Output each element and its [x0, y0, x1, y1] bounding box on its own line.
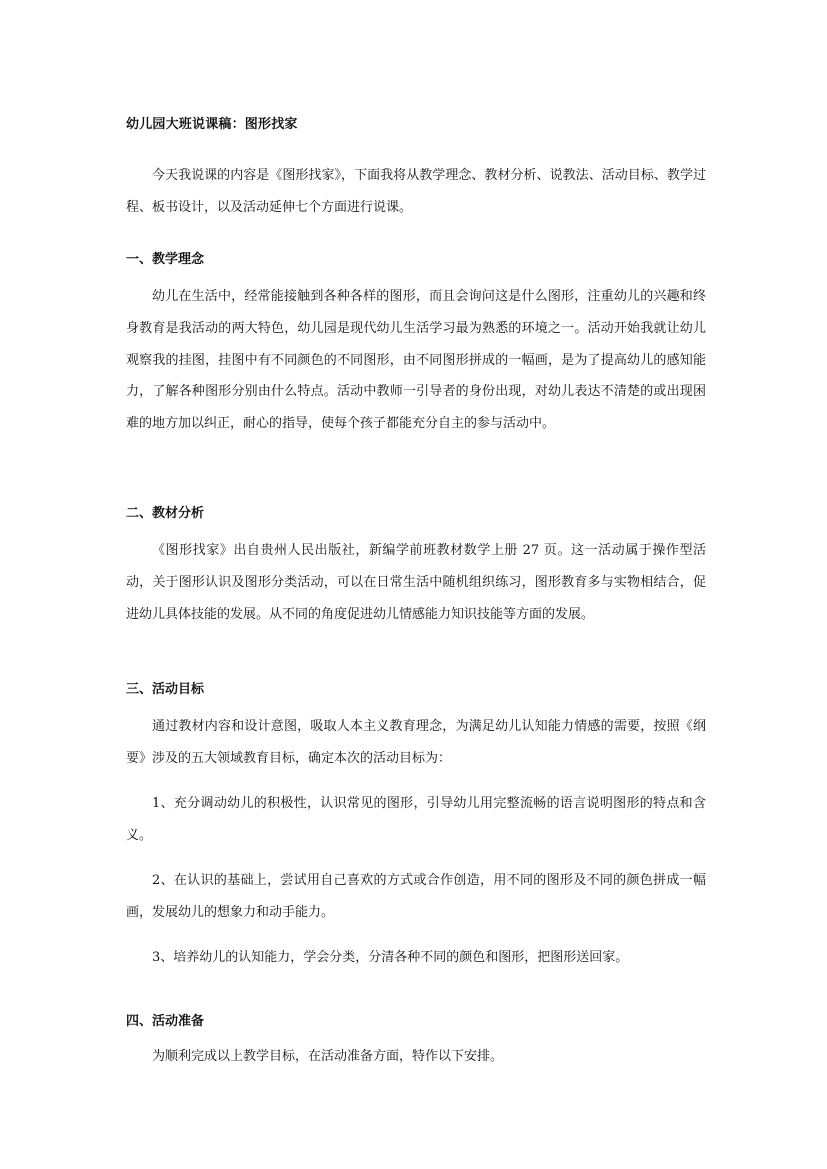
document-title: 幼儿园大班说课稿：图形找家 — [126, 117, 298, 132]
section-2-paragraph: 《图形找家》出自贵州人民出版社，新编学前班教材数学上册 27 页。这一活动属于操作型活动，关于图形认识及图形分类活动，可以在日常生活中随机组织练习，图形教育多与实物相结合，促进幼儿具体技能的发展。从不同的角度促进幼儿情感能力知识技能等方面的发展。 — [126, 543, 706, 622]
section-3-goal-1: 1、充分调动幼儿的积极性，认识常见的图形，引导幼儿用完整流畅的语言说明图形的特点和含义。 — [126, 796, 706, 843]
section-3-paragraph-intro: 通过教材内容和设计意图，吸取人本主义教育理念，为满足幼儿认知能力情感的需要，按照《纲要》涉及的五大领域教育目标，确定本次的活动目标为： — [126, 719, 706, 766]
section-heading-4: 四、活动准备 — [126, 1014, 205, 1029]
section-4-paragraph: 为顺利完成以上教学目标，在活动准备方面，特作以下安排。 — [152, 1049, 504, 1064]
section-heading-1: 一、教学理念 — [126, 252, 205, 267]
section-3-goal-2: 2、在认识的基础上，尝试用自己喜欢的方式或合作创造，用不同的图形及不同的颜色拼成一幅画，发展幼儿的想象力和动手能力。 — [126, 873, 706, 920]
section-1-paragraph: 幼儿在生活中，经常能接触到各种各样的图形，而且会询问这是什么图形，注重幼儿的兴趣和终身教育是我活动的两大特色，幼儿园是现代幼儿生活学习最为熟悉的环境之一。活动开始我就让幼儿观察我的挂图，挂图中有不同颜色的不同图形，由不同图形拼成的一幅画，是为了提高幼儿的感知能力，了解各种图形分别由什么特点。活动中教师一引导者的身份出现，对幼儿表达不清楚的或出现困难的地方加以纠正，耐心的指导，使每个孩子都能充分自主的参与活动中。 — [126, 289, 706, 432]
section-heading-2: 二、教材分析 — [126, 506, 205, 521]
intro-paragraph: 今天我说课的内容是《图形找家》，下面我将从教学理念、教材分析、说教法、活动目标、教学过程、板书设计，以及活动延伸七个方面进行说课。 — [126, 168, 706, 215]
section-heading-3: 三、活动目标 — [126, 682, 205, 697]
section-3-goal-3: 3、培养幼儿的认知能力，学会分类，分清各种不同的颜色和图形，把图形送回家。 — [152, 950, 629, 965]
